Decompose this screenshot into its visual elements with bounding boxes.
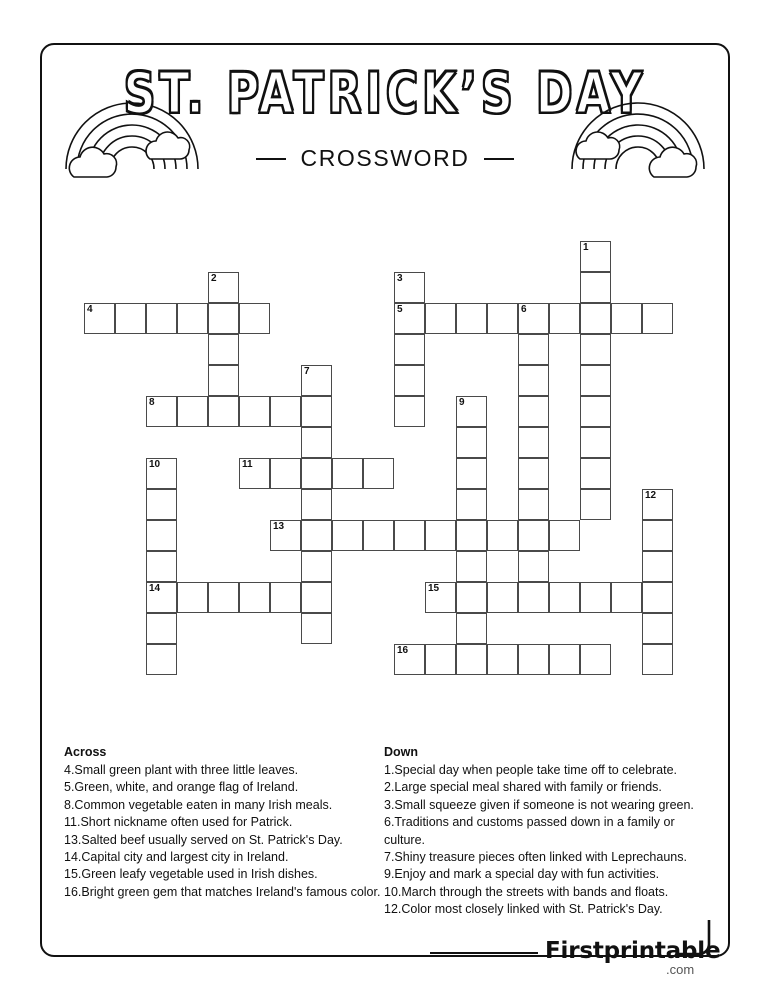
- crossword-cell[interactable]: [580, 582, 611, 613]
- crossword-cell[interactable]: [146, 613, 177, 644]
- clue-across: 11.Short nickname often used for Patrick.: [64, 815, 293, 830]
- crossword-cell[interactable]: [518, 396, 549, 427]
- crossword-cell[interactable]: [642, 520, 673, 551]
- cell-number: 16: [397, 645, 409, 656]
- footer-rule: [430, 952, 538, 954]
- crossword-cell[interactable]: [487, 303, 518, 334]
- crossword-cell[interactable]: [394, 365, 425, 396]
- crossword-cell[interactable]: [146, 520, 177, 551]
- cell-number: 1: [583, 242, 589, 253]
- crossword-cell[interactable]: [580, 489, 611, 520]
- clue-across: 5.Green, white, and orange flag of Ireland.: [64, 780, 299, 795]
- crossword-cell[interactable]: [580, 303, 611, 334]
- crossword-cell[interactable]: [518, 551, 549, 582]
- crossword-cell[interactable]: [580, 241, 611, 272]
- crossword-cell[interactable]: [270, 458, 301, 489]
- clue-down: 2.Large special meal shared with family or friends.: [384, 780, 662, 795]
- crossword-cell[interactable]: [642, 489, 673, 520]
- clue-down: 10.March through the streets with bands and floats.: [384, 884, 669, 899]
- cell-number: 5: [397, 304, 403, 315]
- brand-name: Firstprintable: [545, 938, 721, 964]
- crossword-cell[interactable]: [239, 582, 270, 613]
- cell-number: 2: [211, 273, 217, 284]
- across-clues-column: [64, 745, 384, 919]
- page-header: [40, 55, 730, 195]
- crossword-cell[interactable]: [177, 396, 208, 427]
- cell-number: 12: [645, 490, 657, 501]
- clue-down: 12.Color most closely linked with St. Patrick's Day.: [384, 902, 663, 917]
- crossword-cell[interactable]: [146, 489, 177, 520]
- subtitle-rule-right: [484, 158, 514, 160]
- down-clues-column: [384, 745, 714, 919]
- crossword-cell[interactable]: [177, 303, 208, 334]
- crossword-cell[interactable]: [518, 489, 549, 520]
- crossword-cell[interactable]: [487, 644, 518, 675]
- crossword-cell[interactable]: [301, 551, 332, 582]
- crossword-cell[interactable]: [611, 582, 642, 613]
- crossword-cell[interactable]: [394, 272, 425, 303]
- crossword-cell[interactable]: [518, 427, 549, 458]
- clue-down: 7.Shiny treasure pieces often linked with Leprechauns.: [384, 850, 687, 865]
- crossword-cell[interactable]: [456, 458, 487, 489]
- crossword-cell[interactable]: [580, 644, 611, 675]
- crossword-cell[interactable]: [146, 551, 177, 582]
- cell-number: 7: [304, 366, 310, 377]
- crossword-cell[interactable]: [456, 520, 487, 551]
- crossword-cell[interactable]: [301, 396, 332, 427]
- crossword-cell[interactable]: [425, 520, 456, 551]
- crossword-cell[interactable]: [146, 396, 177, 427]
- crossword-cell[interactable]: [146, 644, 177, 675]
- clue-across: 14.Capital city and largest city in Ireland.: [64, 850, 289, 865]
- crossword-cell[interactable]: [239, 303, 270, 334]
- crossword-cell[interactable]: [518, 520, 549, 551]
- brand-swoosh-icon: [673, 920, 713, 962]
- cell-number: 10: [149, 459, 161, 470]
- clue-down: 6.Traditions and customs passed down in a family or culture.: [384, 815, 675, 847]
- crossword-cell[interactable]: [611, 303, 642, 334]
- cell-number: 14: [149, 583, 161, 594]
- crossword-cell[interactable]: [301, 458, 332, 489]
- clue-down: 1.Special day when people take time off to celebrate.: [384, 763, 678, 777]
- crossword-cell[interactable]: [549, 303, 580, 334]
- page-subtitle: CROSSWORD: [300, 145, 470, 171]
- crossword-cell[interactable]: [487, 520, 518, 551]
- crossword-cell[interactable]: [642, 582, 673, 613]
- cell-number: 13: [273, 521, 285, 532]
- crossword-cell[interactable]: [580, 396, 611, 427]
- cell-number: 15: [428, 583, 440, 594]
- crossword-cell[interactable]: [301, 427, 332, 458]
- crossword-cell[interactable]: [518, 334, 549, 365]
- subtitle-rule-left: [256, 158, 286, 160]
- crossword-cell[interactable]: [456, 489, 487, 520]
- crossword-cell[interactable]: [580, 272, 611, 303]
- crossword-cell[interactable]: [239, 458, 270, 489]
- crossword-cell[interactable]: [456, 613, 487, 644]
- brand-tld: .com: [666, 962, 695, 977]
- crossword-cell[interactable]: [518, 458, 549, 489]
- cell-number: 8: [149, 397, 155, 408]
- across-heading: Across: [64, 745, 107, 759]
- crossword-cell[interactable]: [301, 489, 332, 520]
- crossword-cell[interactable]: [208, 272, 239, 303]
- crossword-cell[interactable]: [456, 582, 487, 613]
- crossword-cell[interactable]: [394, 396, 425, 427]
- crossword-cell[interactable]: [642, 613, 673, 644]
- page-title: ST. PATRICK’S DAY: [123, 61, 647, 127]
- cell-number: 9: [459, 397, 465, 408]
- crossword-cell[interactable]: [363, 520, 394, 551]
- crossword-cell[interactable]: [146, 303, 177, 334]
- crossword-cell[interactable]: [456, 551, 487, 582]
- crossword-cell[interactable]: [580, 365, 611, 396]
- crossword-cell[interactable]: [146, 582, 177, 613]
- crossword-cell[interactable]: [270, 396, 301, 427]
- crossword-cell[interactable]: [208, 334, 239, 365]
- clue-across: 4.Small green plant with three little leaves.: [64, 763, 299, 777]
- crossword-cell[interactable]: [270, 520, 301, 551]
- crossword-cell[interactable]: [208, 365, 239, 396]
- clue-across: 13.Salted beef usually served on St. Patrick's Day.: [64, 832, 343, 847]
- clue-across: 16.Bright green gem that matches Ireland's famous color.: [64, 884, 381, 899]
- cell-number: 6: [521, 304, 527, 315]
- crossword-cell[interactable]: [580, 334, 611, 365]
- crossword-cell[interactable]: [425, 644, 456, 675]
- crossword-cell[interactable]: [332, 458, 363, 489]
- crossword-cell[interactable]: [642, 551, 673, 582]
- clue-down: 9.Enjoy and mark a special day with fun activities.: [384, 867, 660, 882]
- crossword-cell[interactable]: [456, 644, 487, 675]
- clue-across: 15.Green leafy vegetable used in Irish dishes.: [64, 867, 318, 882]
- cell-number: 4: [87, 304, 93, 315]
- crossword-cell[interactable]: [425, 582, 456, 613]
- crossword-cell[interactable]: [580, 458, 611, 489]
- cell-number: 11: [242, 459, 253, 470]
- crossword-cell[interactable]: [363, 458, 394, 489]
- rainbow-icon-right: [562, 73, 712, 183]
- crossword-cell[interactable]: [518, 303, 549, 334]
- clues-section: [64, 745, 714, 919]
- crossword-cell[interactable]: [425, 303, 456, 334]
- crossword-cell[interactable]: [642, 303, 673, 334]
- crossword-cell[interactable]: [456, 303, 487, 334]
- crossword-cell[interactable]: [394, 520, 425, 551]
- crossword-cell[interactable]: [177, 582, 208, 613]
- crossword-cell[interactable]: [456, 427, 487, 458]
- crossword-cell[interactable]: [208, 303, 239, 334]
- footer: [430, 930, 730, 985]
- down-heading: Down: [384, 745, 419, 759]
- crossword-cell[interactable]: [332, 520, 363, 551]
- crossword-cell[interactable]: [270, 582, 301, 613]
- crossword-cell[interactable]: [642, 644, 673, 675]
- crossword-cell[interactable]: [549, 582, 580, 613]
- crossword-cell[interactable]: [456, 396, 487, 427]
- crossword-cell[interactable]: [208, 396, 239, 427]
- crossword-cell[interactable]: [518, 582, 549, 613]
- crossword-cell[interactable]: [394, 303, 425, 334]
- crossword-cell[interactable]: [301, 520, 332, 551]
- clue-across: 8.Common vegetable eaten in many Irish meals.: [64, 797, 333, 812]
- cell-number: 3: [397, 273, 403, 284]
- crossword-cell[interactable]: [208, 582, 239, 613]
- crossword-cell[interactable]: [239, 396, 270, 427]
- crossword-cell[interactable]: [394, 334, 425, 365]
- crossword-cell[interactable]: [84, 303, 115, 334]
- crossword-cell[interactable]: [487, 582, 518, 613]
- crossword-cell[interactable]: [301, 613, 332, 644]
- crossword-cell[interactable]: [301, 582, 332, 613]
- crossword-cell[interactable]: [115, 303, 146, 334]
- crossword-cell[interactable]: [146, 458, 177, 489]
- crossword-cell[interactable]: [301, 365, 332, 396]
- clue-down: 3.Small squeeze given if someone is not wearing green.: [384, 797, 694, 812]
- crossword-cell[interactable]: [518, 644, 549, 675]
- crossword-cell[interactable]: [549, 520, 580, 551]
- crossword-cell[interactable]: [394, 644, 425, 675]
- crossword-cell[interactable]: [580, 427, 611, 458]
- crossword-cell[interactable]: [549, 644, 580, 675]
- crossword-cell[interactable]: [518, 365, 549, 396]
